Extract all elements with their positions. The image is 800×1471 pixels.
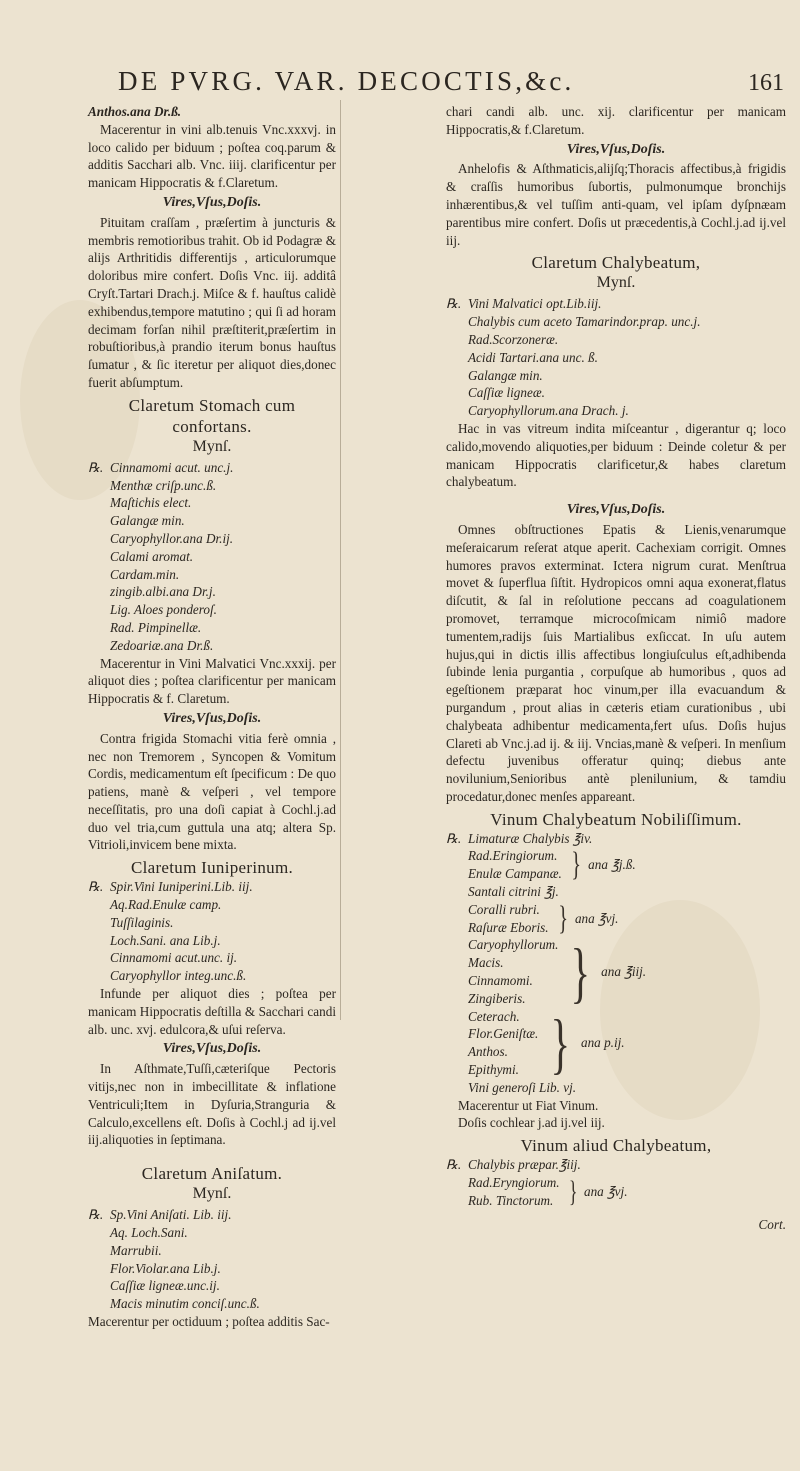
recipe-symbol — [446, 331, 468, 349]
recipe-symbol — [88, 1277, 110, 1295]
ingredient-name: Santali citrini ℥j. — [468, 884, 559, 900]
ingredient-name: Zedoariæ.ana Dr.ß. — [110, 637, 214, 653]
recipe-symbol — [88, 1224, 110, 1242]
ingredient-line — [446, 990, 558, 1008]
ingredient-list — [88, 878, 336, 985]
recipe-symbol — [88, 548, 110, 566]
ingredient-line — [446, 1174, 560, 1192]
section-heading: Vires,Vſus,Doſis. — [162, 1041, 262, 1057]
ingredient-line — [446, 331, 786, 349]
recipe-symbol — [88, 1295, 110, 1313]
ingredient-line — [88, 494, 336, 512]
ingredient-name: Caſſiæ ligneæ.unc.ij. — [110, 1278, 220, 1294]
paragraph: Macerentur per octiduum ; poſtea additis Sac- — [88, 1314, 330, 1330]
ingredient-line — [446, 349, 786, 367]
ingredient-name: Limaturæ Chalybis ℥iv. — [468, 830, 593, 846]
recipe-symbol — [88, 512, 110, 530]
ingredient-group — [446, 883, 786, 901]
ingredient-name: Calami aromat. — [110, 548, 194, 564]
recipe-title: Claretum Iuniperinum. — [130, 858, 294, 878]
recipe-symbol — [88, 583, 110, 601]
section-heading: Vires,Vſus,Doſis. — [566, 141, 666, 157]
ingredient-line — [88, 530, 336, 548]
ingredient-line — [88, 1295, 336, 1313]
paragraph: Omnes obſtructiones Epatis & Lienis,venarumque meſeraicarum reſerat atque aperit. Cachexiam corrigit. Omnes humores pravos exterminat. Ictera nigrum curat. Menſtrua movet & ſuperflua ſiſtit. Hydropicos omni aqua exonerat,flatus diſcutit, & ſal in reſolutione peccans ad coagulationem promovet, terramque microcoſmicam nimiô madore tumentem,radijs ſuis Martialibus exſiccat. In uſu autem hujus,qui in dictis illis affectibus longiuſculus eſt,adhibenda ſubinde lenia purgantia , corpuſque ab humoribus , quos ad egeſtionem præparat hoc vinum,per illa evacuandum & purgandum , prout alias in cæteris etiam curationibus , ubi chalybeata adhibentur medicamenta,fert uſus. Doſis hujus Clareti ab Vnc.j.ad ij. & iij. Vncias,manè & veſperi. In menſium defectu juvenibus offeratur quinq; diebus ante novilunium,Senioribus antè plenilunium, & tamdiu procedatur,donec menſes appareant. — [446, 521, 786, 804]
paragraph: Macerentur ut Fiat Vinum. — [458, 1097, 599, 1113]
ingredient-line — [88, 967, 336, 985]
ingredient-name: Caryophyllorum.ana Drach. j. — [468, 403, 629, 419]
recipe-title: Vinum Chalybeatum Nobiliſſimum. — [490, 809, 742, 829]
ingredient-line — [88, 548, 336, 566]
ingredient-name: Vini Malvatici opt.Lib.iij. — [468, 296, 602, 312]
ingredient-name: Rub. Tinctorum. — [468, 1192, 554, 1208]
ingredient-line — [446, 936, 558, 954]
recipe-symbol: ℞. — [446, 830, 462, 846]
ingredient-group — [446, 934, 786, 1011]
section-heading: Vires,Vſus,Doſis. — [162, 194, 262, 210]
recipe-title: Claretum Chalybeatum, — [531, 253, 701, 273]
recipe-symbol — [88, 566, 110, 584]
ingredient-name: Coralli rubri. — [468, 901, 540, 917]
ingredient-quantity: ana ℥iij. — [601, 964, 647, 980]
right-column — [446, 103, 786, 1233]
ingredient-name: Chalybis cum aceto Tamarindor.prap. unc.j. — [468, 314, 701, 330]
recipe-symbol — [88, 967, 110, 985]
ingredient-line — [446, 384, 786, 402]
ingredient-line — [446, 865, 562, 883]
ingredient-line — [88, 914, 336, 932]
ingredient-name: Enulæ Campanæ. — [468, 866, 562, 882]
ingredient-line — [88, 1277, 336, 1295]
ingredient-name: Caryophyllorum. — [468, 937, 559, 953]
ingredient-line — [88, 477, 336, 495]
recipe-symbol — [88, 914, 110, 932]
ingredient-line — [446, 954, 558, 972]
ingredient-name: Zingiberis. — [468, 990, 526, 1006]
ingredient-name: Macis minutim conciſ.unc.ß. — [110, 1296, 260, 1312]
ingredient-name: Aq. Loch.Sani. — [110, 1225, 188, 1241]
recipe-title: Claretum Aniſatum. — [141, 1164, 283, 1184]
ingredient-line — [446, 919, 549, 937]
ingredient-name: Flor.Geniſtæ. — [468, 1026, 539, 1042]
ingredient-line — [88, 566, 336, 584]
ingredient-line — [88, 601, 336, 619]
ingredient-line — [88, 512, 336, 530]
ingredient-name: Sp.Vini Aniſati. Lib. iij. — [110, 1207, 232, 1223]
recipe-symbol — [88, 932, 110, 950]
brace-glyph: } — [568, 1174, 578, 1208]
ingredient-line — [446, 313, 786, 331]
ingredient-line — [446, 295, 786, 313]
ingredient-name: Cardam.min. — [110, 566, 180, 582]
ingredient-line — [446, 972, 558, 990]
ingredient-name: Anthos. — [468, 1044, 508, 1060]
recipe-symbol — [88, 601, 110, 619]
brace-glyph: } — [550, 1005, 571, 1082]
ingredient-name: Flor.Violar.ana Lib.j. — [110, 1260, 221, 1276]
ingredient-line — [88, 896, 336, 914]
ingredient-line — [446, 402, 786, 420]
recipe-symbol — [88, 896, 110, 914]
ingredient-name: Menthæ criſp.unc.ß. — [110, 477, 217, 493]
ingredient-name: Galangæ min. — [110, 513, 185, 529]
recipe-title: Vinum aliud Chalybeatum, — [520, 1136, 712, 1156]
ingredient-line — [88, 932, 336, 950]
page-number: 161 — [748, 70, 784, 96]
ingredient-name: Marrubii. — [110, 1242, 162, 1258]
ingredient-name: Caſſiæ ligneæ. — [468, 385, 545, 401]
brace-glyph: } — [571, 846, 581, 884]
brace-glyph: } — [571, 934, 591, 1011]
section-heading: Anthos.ana Dr.ß. — [88, 104, 182, 119]
ingredient-line — [446, 883, 559, 901]
ingredient-line — [88, 583, 336, 601]
recipe-source: Mynſ. — [192, 1185, 232, 1203]
ingredient-quantity: ana ℥vj. — [583, 1183, 628, 1199]
ingredient-name: Rad.Scorzoneræ. — [468, 331, 559, 347]
ingredient-group — [446, 1174, 786, 1210]
ingredient-quantity: ana ℥j.ß. — [588, 857, 636, 873]
ingredient-line — [88, 637, 336, 655]
recipe-symbol: ℞. — [88, 879, 104, 895]
running-title: DE PVRG. VAR. DECOCTIS,&c. — [118, 66, 575, 96]
recipe-symbol — [446, 384, 468, 402]
ingredient-list — [88, 1206, 336, 1313]
ingredient-line — [446, 1008, 538, 1026]
ingredient-line — [446, 830, 786, 848]
section-heading: Vires,Vſus,Doſis. — [162, 710, 262, 726]
paragraph: Contra frigida Stomachi vitia ferè omnia , nec non Tremorem , Syncopen & Vomitum Cordis, medicamentum eſt ſpecificum : De quo patiens, manè & veſperi , vel tempore neceſſitatis, pro una doſi capiat à Cochl.j.ad duo vel tria,cum guttula una atq; altera Sp. Vitrioli,invicem bene mixta. — [88, 730, 336, 853]
paragraph: Doſis cochlear j.ad ij.vel iij. — [458, 1115, 605, 1131]
left-column — [88, 103, 336, 1331]
recipe-symbol — [88, 1242, 110, 1260]
ingredient-line — [446, 1192, 560, 1210]
recipe-symbol: ℞. — [446, 296, 462, 312]
brace-glyph: } — [557, 899, 568, 937]
recipe-symbol — [88, 494, 110, 512]
column-divider — [340, 100, 341, 1020]
ingredient-name: zingib.albi.ana Dr.j. — [110, 584, 216, 600]
recipe-symbol — [88, 949, 110, 967]
ingredient-name: Acidi Tartari.ana unc. ß. — [468, 349, 598, 365]
paragraph: Hac in vas vitreum indita miſceantur , digerantur q; loco calido,movendo aliquoties,per biduum : Deinde coletur & per manicam Hippocratis clarificetur,& habes claretum chalybeatum. — [446, 420, 786, 490]
ingredient-list — [446, 295, 786, 420]
section-heading: Vires,Vſus,Doſis. — [566, 502, 666, 518]
ingredient-name: Spir.Vini Iuniperini.Lib. iij. — [110, 879, 253, 895]
ingredient-line — [446, 1079, 786, 1097]
ingredient-name: Ceterach. — [468, 1008, 520, 1024]
ingredient-line — [88, 459, 336, 477]
ingredient-line — [88, 619, 336, 637]
ingredient-list — [88, 459, 336, 655]
ingredient-line — [88, 1206, 336, 1224]
recipe-source: Mynſ. — [596, 274, 636, 292]
ingredient-name: Maſtichis elect. — [110, 495, 192, 511]
recipe-symbol — [88, 637, 110, 655]
recipe-symbol — [88, 619, 110, 637]
ingredient-name: Cinnamomi acut.unc. ij. — [110, 950, 238, 966]
ingredient-line — [88, 949, 336, 967]
ingredient-name: Aq.Rad.Enulæ camp. — [110, 897, 222, 913]
ingredient-line — [446, 1156, 786, 1174]
ingredient-name: Raſuræ Eboris. — [468, 919, 549, 935]
ingredient-name: Rad.Eringiorum. — [468, 848, 558, 864]
ingredient-name: Macis. — [468, 955, 504, 971]
ingredient-name: Cinnamomi acut. unc.j. — [110, 459, 234, 475]
recipe-title: Claretum Stomach cum confortans. — [128, 395, 296, 436]
ingredient-line — [446, 1061, 538, 1079]
ingredient-groups — [446, 846, 786, 1082]
ingredient-name: Vini generoſi Lib. vj. — [468, 1079, 577, 1095]
ingredient-line — [88, 1242, 336, 1260]
recipe-symbol: ℞. — [446, 1157, 462, 1173]
ingredient-line — [446, 367, 786, 385]
paragraph: Pituitam craſſam , præſertim à juncturis & membris remotioribus trahit. Ob id Podagræ & alijs Arthritidis differentijs , articulorumque doloribus mire confert. Doſis Vnc. iij. additâ Cryſt.Tartari Drach.j. Miſce & f. hauſtus calidè exhibendus,tempore matutino ; qui ſi ad horam decimam forſan nihil præſtiterit,præſertim in robuſtioribus,à prandio iterum bonus hauſtus ſumatur , & ſic iteretur per aliquot dies,donec fuerit abſumptum. — [88, 214, 336, 390]
ingredient-name: Tuſſilaginis. — [110, 914, 174, 930]
paragraph: chari candi alb. unc. xij. clarificentur per manicam Hippocratis,& f.Claretum. — [446, 104, 786, 137]
ingredient-name: Cinnamomi. — [468, 973, 533, 989]
recipe-source: Mynſ. — [192, 437, 232, 455]
recipe-symbol — [88, 530, 110, 548]
ingredient-line — [88, 1260, 336, 1278]
recipe-symbol — [446, 313, 468, 331]
paragraph: Macerentur in vini alb.tenuis Vnc.xxxvj. in loco calido per biduum ; poſtea coq.parum & additis Sacchari alb. Vnc. iiij. clarificentur per manicam Hippocratis & f.Claretum. — [88, 121, 336, 191]
ingredient-name: Lig. Aloes ponderoſ. — [110, 602, 217, 618]
recipe-symbol: ℞. — [88, 459, 104, 475]
ingredient-line — [88, 1224, 336, 1242]
running-header — [0, 62, 800, 102]
ingredient-group — [446, 847, 786, 883]
paragraph: Infunde per aliquot dies ; poſtea per manicam Hippocratis deſtilla & Sacchari candi alb. unc. xvj. edulcora,& uſui reſerva. — [88, 986, 336, 1037]
ingredient-name: Loch.Sani. ana Lib.j. — [110, 932, 221, 948]
ingredient-name: Rad. Pimpinellæ. — [110, 619, 202, 635]
recipe-symbol — [446, 402, 468, 420]
paragraph: In Aſthmate,Tuſſi,cæteriſque Pectoris vitijs,nec non in imbecillitate & inflatione Ventriculi;Item in Dyſuria,Stranguria & Calculo,excellens eſt. Doſis à Cochl.j ad ij.vel iij.aliquoties in ſeptimana. — [88, 1061, 336, 1148]
recipe-symbol — [88, 477, 110, 495]
ingredient-line — [446, 847, 562, 865]
ingredient-line — [88, 878, 336, 896]
catchword: Cort. — [758, 1216, 786, 1232]
recipe-symbol — [88, 1260, 110, 1278]
ingredient-line — [446, 901, 549, 919]
ingredient-quantity: ana ℥vj. — [574, 910, 619, 926]
ingredient-name: Galangæ min. — [468, 367, 543, 383]
ingredient-name: Rad.Eryngiorum. — [468, 1175, 560, 1191]
recipe-symbol — [446, 367, 468, 385]
ingredient-name: Epithymi. — [468, 1062, 519, 1078]
ingredient-name: Caryophyllor integ.unc.ß. — [110, 968, 247, 984]
ingredient-group — [446, 1005, 786, 1082]
paragraph: Anhelofis & Aſthmaticis,alijſq;Thoracis affectibus,à frigidis & craſſis humoribus ſubortis, pulmonumque bronchijs inhærentibus,& vel tuſſim anti-quam, vel ipſam dyſpnæam parentibus mire confert. Doſis ut præcedentis,à Cochl.j.ad ij.vel iij. — [446, 161, 786, 248]
ingredient-group — [446, 901, 786, 937]
ingredient-name: Chalybis præpar.℥iij. — [468, 1157, 581, 1173]
ingredient-line — [446, 1025, 538, 1043]
ingredient-quantity: ana p.ij. — [580, 1035, 625, 1051]
recipe-symbol — [446, 349, 468, 367]
ingredient-line — [446, 1043, 538, 1061]
ingredient-name: Caryophyllor.ana Dr.ij. — [110, 530, 234, 546]
paragraph: Macerentur in Vini Malvatici Vnc.xxxij. per aliquot dies ; poſtea clarificentur per manicam Hippocratis & f. Claretum. — [88, 655, 336, 707]
recipe-symbol: ℞. — [88, 1207, 104, 1223]
